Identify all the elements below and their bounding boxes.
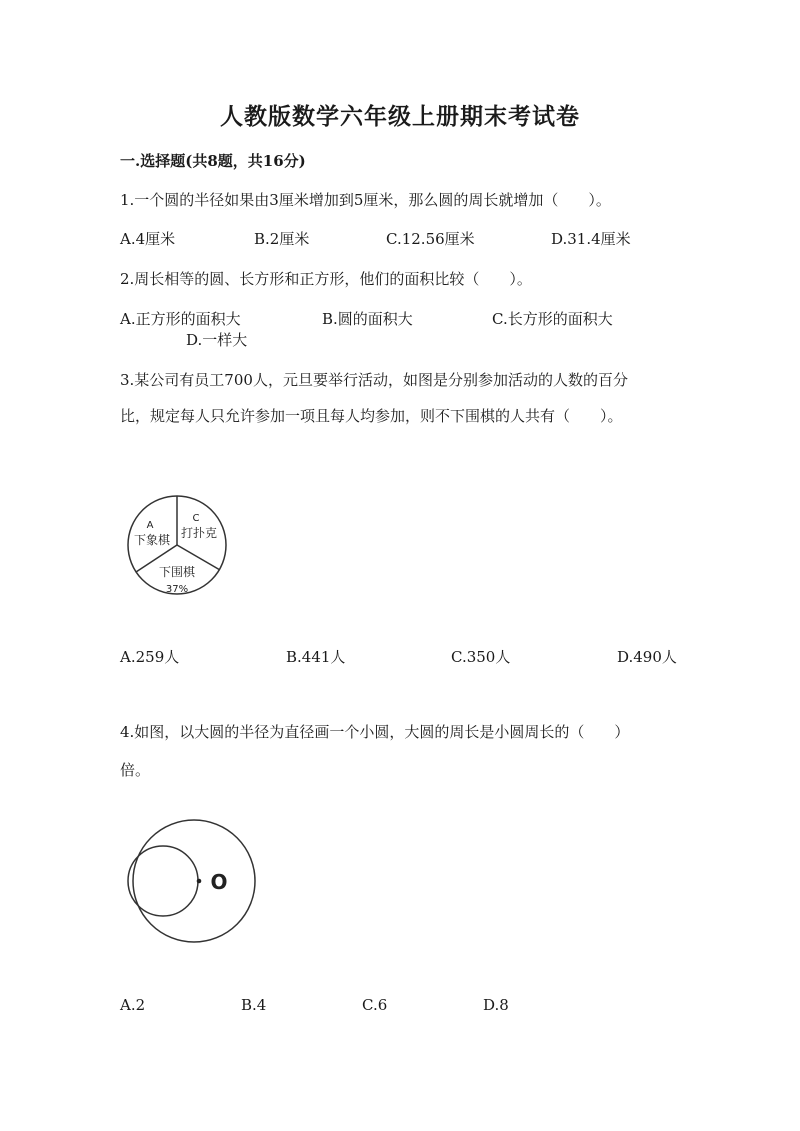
q2-option-a[interactable]: A.正方形的面积大 xyxy=(120,310,241,328)
small-circle xyxy=(128,846,198,916)
section-heading: 一.选择题(共8题，共16分) xyxy=(120,152,306,170)
q4-option-c[interactable]: C.6 xyxy=(362,996,388,1014)
q1-option-c[interactable]: C.12.56厘米 xyxy=(386,230,475,248)
pie-b-label: 下围棋 xyxy=(158,565,196,579)
question-2-text: 2.周长相等的圆、长方形和正方形，他们的面积比较（ ）。 xyxy=(120,270,532,288)
q2-option-b[interactable]: B.圆的面积大 xyxy=(322,310,413,328)
question-4-line-2: 倍。 xyxy=(120,761,151,779)
q3-option-b[interactable]: B.441人 xyxy=(286,648,346,666)
circles-figure xyxy=(126,819,256,949)
question-4-line-1: 4.如图，以大圆的半径为直径画一个小圆，大圆的周长是小圆周长的（ ） xyxy=(120,723,630,741)
center-label: O xyxy=(210,870,228,894)
q4-option-b[interactable]: B.4 xyxy=(241,996,267,1014)
q1-option-a[interactable]: A.4厘米 xyxy=(120,230,176,248)
question-3-line-2: 比，规定每人只允许参加一项且每人均参加，则不下围棋的人共有（ ）。 xyxy=(120,407,623,425)
q4-option-a[interactable]: A.2 xyxy=(120,996,146,1014)
pie-chart-figure xyxy=(120,492,232,604)
q3-option-d[interactable]: D.490人 xyxy=(617,648,677,666)
q2-option-d[interactable]: D.一样大 xyxy=(186,331,248,349)
large-circle xyxy=(133,820,255,942)
q4-option-d[interactable]: D.8 xyxy=(483,996,509,1014)
pie-c-label: 打扑克 xyxy=(180,526,218,540)
question-3-line-1: 3.某公司有员工700人，元旦要举行活动，如图是分别参加活动的人数的百分 xyxy=(120,371,628,389)
page-title: 人教版数学六年级上册期末考试卷 xyxy=(220,103,580,130)
question-1-text: 1.一个圆的半径如果由3厘米增加到5厘米，那么圆的周长就增加（ ）。 xyxy=(120,191,611,209)
pie-b-percent: 37% xyxy=(165,584,189,595)
q1-option-d[interactable]: D.31.4厘米 xyxy=(551,230,631,248)
center-point xyxy=(197,879,202,884)
q2-option-c[interactable]: C.长方形的面积大 xyxy=(492,310,613,328)
pie-c-letter: C xyxy=(192,513,200,524)
q3-option-c[interactable]: C.350人 xyxy=(451,648,511,666)
q3-option-a[interactable]: A.259人 xyxy=(120,648,180,666)
q1-option-b[interactable]: B.2厘米 xyxy=(254,230,310,248)
pie-a-label: 下象棋 xyxy=(133,533,171,547)
pie-a-letter: A xyxy=(146,520,154,531)
